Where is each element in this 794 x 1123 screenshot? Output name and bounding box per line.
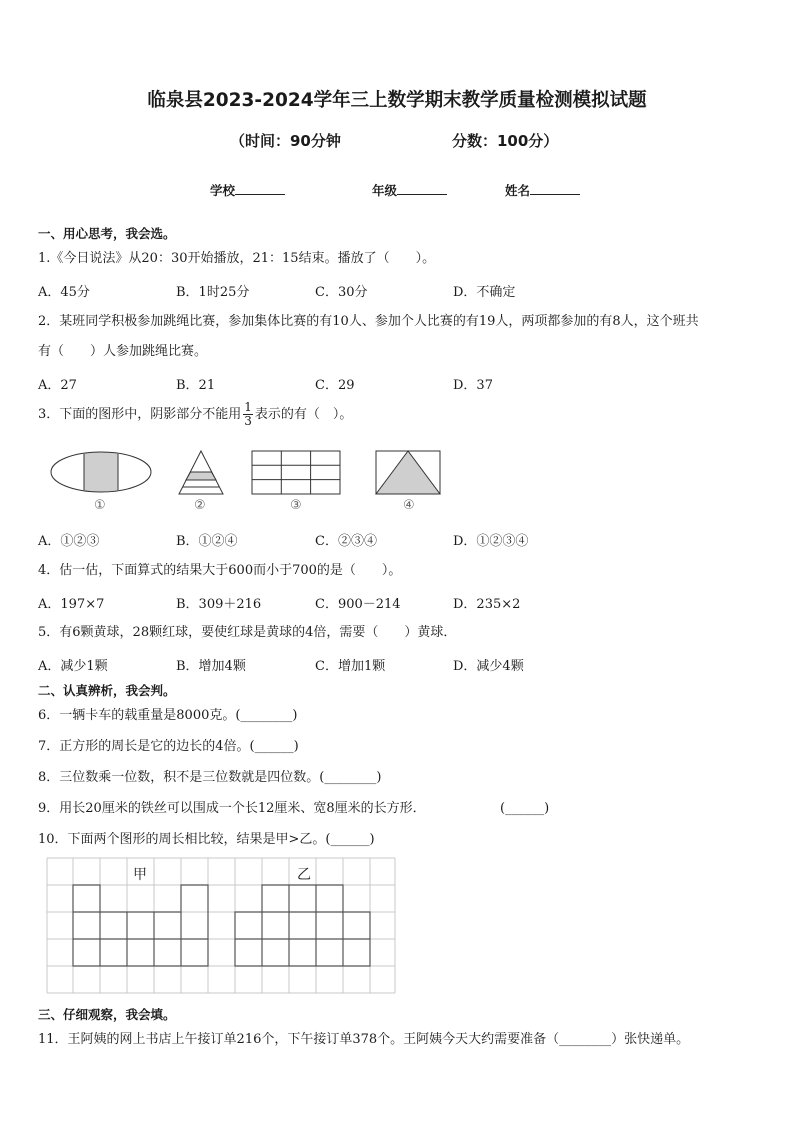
question-2-line2: 有（ ）人参加跳绳比赛。 (38, 344, 208, 359)
q5-option-d: D．减少4颗 (453, 659, 524, 674)
q1-option-d: D．不确定 (453, 285, 516, 300)
q4-option-c: C．900－214 (315, 597, 401, 612)
name-label: 姓名 (505, 183, 531, 198)
q4-option-b: B．309＋216 (176, 597, 262, 612)
question-2-line1: 2．某班同学积极参加跳绳比赛，参加集体比赛的有10人、参加个人比赛的有19人，两项都参加的有8人，这个班共 (38, 314, 699, 329)
figure-label-1: ① (94, 498, 106, 513)
question-11: 11．王阿姨的网上书店上午接订单216个，下午接订单378个。王阿姨今天大约需要准备（________）张快递单。 (38, 1032, 690, 1047)
grade-blank (397, 183, 447, 195)
q5-option-c: C．增加1颗 (315, 659, 386, 674)
figure-2-triangle (179, 451, 223, 494)
fraction-numerator: 1 (244, 400, 252, 414)
question-7: 7．正方形的周长是它的边长的4倍。(______) (38, 739, 299, 754)
q10-grid-figure (46, 857, 396, 995)
q1-option-c: C．30分 (315, 285, 368, 300)
figure-label-2: ② (194, 498, 206, 513)
grade-label: 年级 (372, 183, 398, 198)
section3-heading: 三、仔细观察，我会填。 (38, 1007, 176, 1022)
q2-option-a: A．27 (38, 378, 77, 393)
name-field (505, 181, 580, 199)
q3-option-b: B．①②④ (176, 534, 238, 549)
grade-field (372, 181, 447, 199)
label-yi: 乙 (297, 867, 311, 883)
q5-option-a: A．减少1颗 (38, 659, 108, 674)
q3-option-d: D．①②③④ (453, 534, 529, 549)
shape-jia (73, 885, 208, 966)
q2-option-c: C．29 (315, 378, 355, 393)
q3-suffix: 表示的有（ ）。 (254, 407, 353, 422)
q4-option-a: A．197×7 (38, 597, 105, 612)
figure-label-4: ④ (403, 498, 415, 513)
question-6: 6．一辆卡车的载重量是8000克。(________) (38, 708, 298, 723)
q2-option-d: D．37 (453, 378, 493, 393)
figure-3-grid (252, 451, 340, 494)
question-9: 9．用长20厘米的铁丝可以围成一个长12厘米、宽8厘米的长方形． (38, 801, 426, 816)
time-info: （时间：90分钟 (230, 132, 341, 150)
question-9-blank: (______) (500, 801, 550, 816)
section2-heading: 二、认真辨析，我会判。 (38, 683, 176, 698)
question-3 (38, 401, 352, 428)
question-8: 8．三位数乘一位数，积不是三位数就是四位数。(________) (38, 770, 382, 785)
question-10: 10．下面两个图形的周长相比较，结果是甲>乙。(______) (38, 832, 375, 847)
fraction-one-third (243, 401, 253, 428)
fraction-denominator: 3 (244, 414, 252, 428)
q2-option-b: B．21 (176, 378, 216, 393)
shape-yi (235, 885, 370, 966)
question-4: 4．估一估，下面算式的结果大于600而小于700的是（ ）。 (38, 563, 402, 578)
score-info: 分数：100分） (452, 132, 559, 150)
exam-title: 临泉县2023-2024学年三上数学期末教学质量检测模拟试题 (147, 90, 647, 111)
figure-4-square (376, 451, 440, 494)
question-1: 1.《今日说法》从20：30开始播放，21：15结束。播放了（ ）。 (38, 251, 436, 266)
school-field (210, 181, 285, 199)
q3-option-c: C．②③④ (315, 534, 377, 549)
figure-label-3: ③ (290, 498, 302, 513)
figure-1-ellipse (51, 450, 151, 494)
section1-heading: 一、用心思考，我会选。 (38, 226, 176, 241)
label-jia: 甲 (133, 867, 147, 883)
q3-prefix: 3．下面的图形中，阴影部分不能用 (38, 407, 242, 422)
name-blank (530, 183, 580, 195)
q3-figures (50, 447, 450, 515)
q4-option-d: D．235×2 (453, 597, 521, 612)
question-5: 5．有6颗黄球，28颗红球，要使红球是黄球的4倍，需要（ ）黄球． (38, 625, 457, 640)
q3-option-a: A．①②③ (38, 534, 100, 549)
school-label: 学校 (210, 183, 236, 198)
school-blank (235, 183, 285, 195)
q1-option-a: A．45分 (38, 285, 90, 300)
q1-option-b: B．1时25分 (176, 285, 250, 300)
q5-option-b: B．增加4颗 (176, 659, 246, 674)
